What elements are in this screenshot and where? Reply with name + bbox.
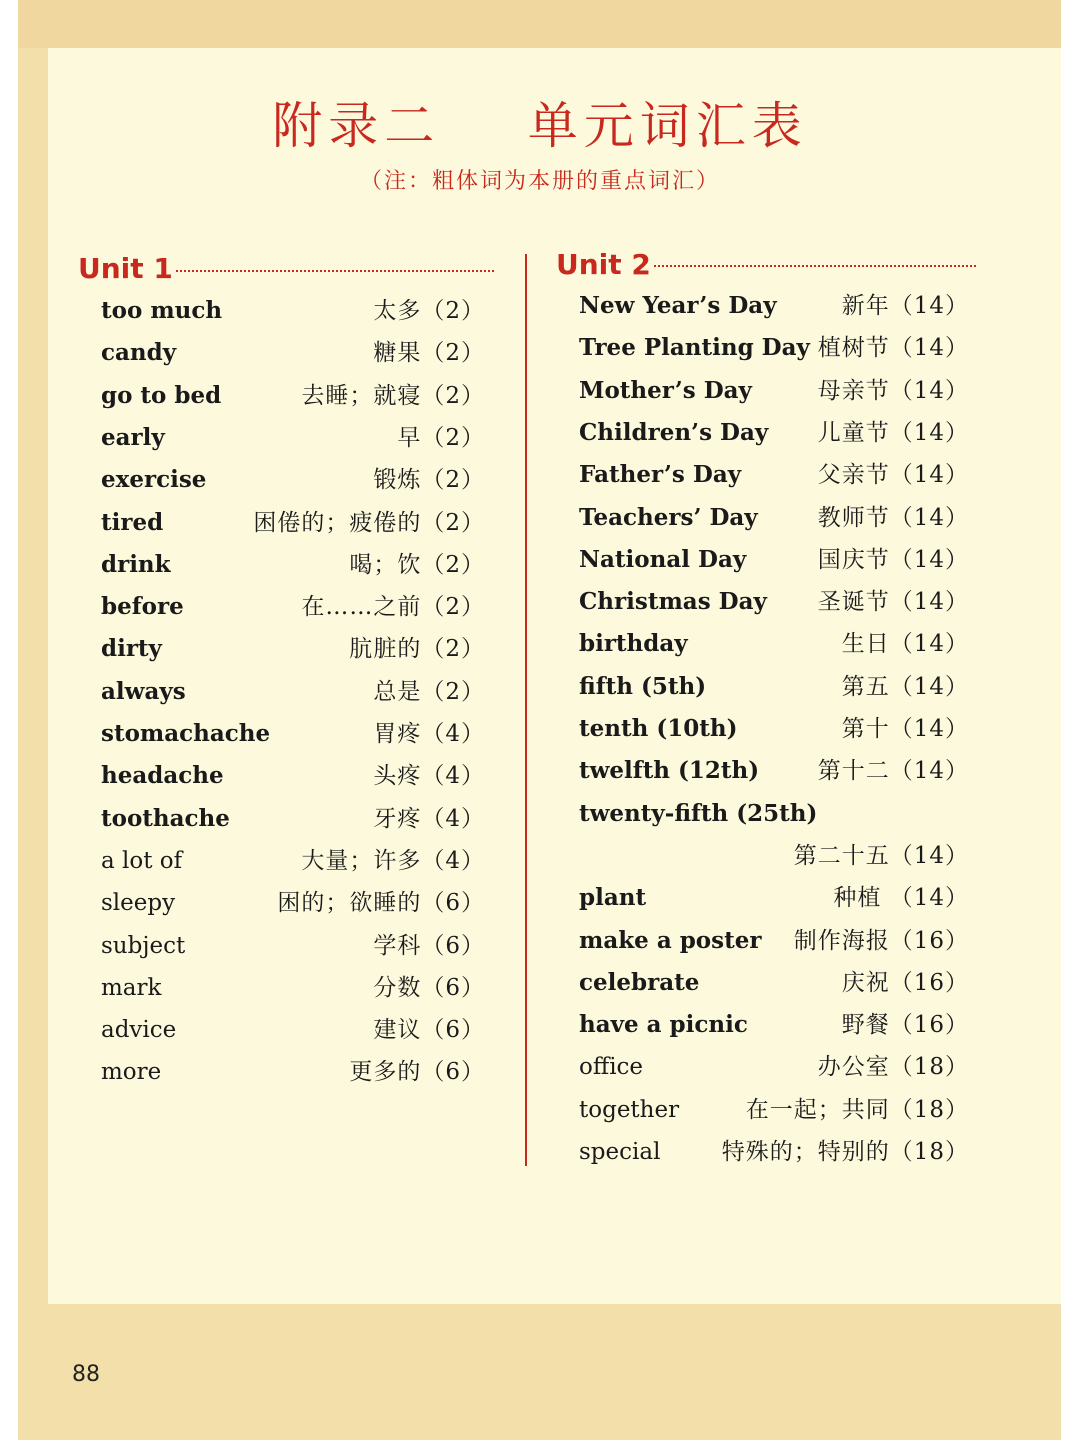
vocab-english: go to bed: [101, 381, 222, 409]
page-title: 附录二 单元词汇表: [272, 97, 808, 155]
vocab-entry: [579, 497, 969, 539]
vocab-english: birthday: [579, 630, 688, 658]
vocab-entry: [579, 708, 969, 750]
vocab-chinese: 庆祝（16）: [841, 969, 969, 996]
vocab-english: headache: [101, 762, 224, 790]
vocab-english: advice: [101, 1017, 177, 1044]
vocab-chinese: 生日（14）: [841, 631, 969, 658]
vocab-entry: [579, 920, 969, 962]
vocab-entry: [101, 798, 485, 840]
vocab-chinese: 早（2）: [397, 424, 485, 451]
vocab-chinese: 牙疼（4）: [373, 805, 485, 832]
vocab-chinese: 大量；许多（4）: [301, 847, 485, 874]
vocab-chinese: 头疼（4）: [373, 763, 485, 790]
vocab-entry: [579, 750, 969, 792]
vocab-entry: [101, 755, 485, 797]
vocab-entry: [579, 1089, 969, 1131]
vocab-chinese: 制作海报（16）: [793, 927, 969, 954]
vocab-entry: [579, 962, 969, 1004]
vocab-chinese: 锻炼（2）: [373, 467, 485, 494]
vocab-chinese: 第五（14）: [841, 673, 969, 700]
vocab-entry: [101, 1051, 485, 1093]
vocab-entry: [579, 1004, 969, 1046]
vocab-english: twelfth (12th): [579, 757, 760, 785]
vocab-english: New Year’s Day: [579, 292, 777, 319]
vocab-entry: [101, 1009, 485, 1051]
vocab-chinese: 太多（2）: [373, 298, 485, 324]
vocab-english: celebrate: [579, 968, 700, 996]
vocab-english: have a picnic: [579, 1011, 748, 1039]
unit1-heading: Unit 1: [78, 252, 173, 285]
vocab-english: special: [579, 1139, 661, 1165]
vocab-entry: [579, 835, 969, 877]
column-divider: [525, 254, 527, 1166]
unit2-heading: Unit 2: [556, 248, 651, 281]
vocab-chinese: 植树节（14）: [817, 335, 969, 362]
vocab-entry: [579, 1046, 969, 1088]
page-note: （注：粗体词为本册的重点词汇）: [359, 169, 720, 194]
vocab-chinese: 总是（2）: [373, 678, 485, 705]
vocab-english: tired: [101, 508, 164, 536]
page-top-margin: [18, 0, 1061, 48]
vocab-english: National Day: [579, 545, 747, 573]
vocab-entry: [579, 539, 969, 581]
vocab-english: Children’s Day: [579, 418, 769, 446]
vocab-chinese: 第十（14）: [841, 716, 969, 742]
vocab-entry: [101, 967, 485, 1009]
vocab-entry: [101, 544, 485, 586]
vocab-english: mark: [101, 974, 162, 1001]
page-number: 88: [72, 1362, 100, 1387]
vocab-english: Tree Planting Day: [579, 334, 810, 362]
vocab-english: more: [101, 1059, 162, 1086]
vocab-english: Teachers’ Day: [579, 503, 758, 531]
vocab-english: a lot of: [101, 847, 183, 874]
vocab-chinese: 喝；饮（2）: [349, 551, 485, 578]
vocab-entry: [579, 623, 969, 665]
vocab-english: dirty: [101, 635, 162, 663]
vocab-chinese: 第二十五（14）: [793, 842, 969, 869]
vocab-english: before: [101, 593, 184, 621]
vocab-entry: [579, 370, 969, 412]
vocab-english: stomachache: [101, 720, 271, 747]
vocab-english: make a poster: [579, 926, 762, 954]
vocab-entry: [579, 793, 969, 835]
vocab-chinese: 在一起；共同（18）: [745, 1096, 969, 1123]
unit1-dotted-rule: [176, 270, 494, 272]
vocab-english: subject: [101, 932, 186, 959]
vocab-english: Christmas Day: [579, 588, 767, 616]
vocab-english: drink: [101, 550, 171, 578]
vocab-english: Father’s Day: [579, 461, 742, 489]
vocab-english: together: [579, 1096, 680, 1123]
vocab-chinese: 分数（6）: [373, 974, 485, 1001]
vocab-entry: [579, 412, 969, 454]
vocab-chinese: 在……之前（2）: [301, 594, 485, 621]
vocab-chinese: 圣诞节（14）: [817, 589, 969, 616]
vocab-entry: [579, 327, 969, 369]
vocab-entry: [101, 925, 485, 967]
vocab-entry: [101, 332, 485, 374]
vocab-chinese: 新年（14）: [841, 293, 969, 319]
vocab-english: always: [101, 677, 186, 705]
vocab-chinese: 去睡；就寝（2）: [301, 382, 485, 409]
vocab-entry: [101, 502, 485, 544]
vocab-chinese: 困的；欲睡的（6）: [277, 890, 485, 917]
vocab-chinese: 父亲节（14）: [817, 462, 969, 489]
vocab-english: candy: [101, 339, 177, 367]
vocab-english: plant: [579, 884, 647, 912]
vocab-english: fifth (5th): [579, 672, 707, 700]
vocab-chinese: 国庆节（14）: [817, 546, 969, 573]
vocab-entry: [579, 877, 969, 919]
vocab-entry: [579, 581, 969, 623]
vocab-english: sleepy: [101, 890, 176, 917]
vocab-entry: [101, 713, 485, 755]
vocab-english: office: [579, 1054, 644, 1081]
vocab-chinese: 儿童节（14）: [817, 419, 969, 446]
vocab-chinese: 困倦的；疲倦的（2）: [253, 509, 485, 536]
vocab-entry: [101, 375, 485, 417]
vocab-chinese: 办公室（18）: [817, 1054, 969, 1081]
vocab-chinese: 肮脏的（2）: [349, 636, 485, 663]
vocab-english: tenth (10th): [579, 715, 738, 742]
vocab-chinese: 种植 （14）: [833, 885, 969, 912]
vocab-entry: [579, 666, 969, 708]
vocab-entry: [579, 1131, 969, 1173]
vocab-english: exercise: [101, 466, 207, 494]
vocab-english: too much: [101, 297, 223, 324]
vocab-entry: [579, 285, 969, 327]
vocab-entry: [101, 671, 485, 713]
unit2-dotted-rule: [654, 265, 976, 267]
vocab-entry: [101, 459, 485, 501]
vocab-chinese: 胃疼（4）: [373, 721, 485, 747]
vocab-entry: [101, 417, 485, 459]
vocab-chinese: 学科（6）: [373, 932, 485, 959]
vocab-english: Mother’s Day: [579, 376, 752, 404]
vocab-chinese: 野餐（16）: [841, 1012, 969, 1039]
vocab-entry: [101, 586, 485, 628]
vocab-english: toothache: [101, 804, 230, 832]
vocab-entry: [101, 840, 485, 882]
vocab-chinese: 教师节（14）: [817, 504, 969, 531]
vocab-entry: [101, 628, 485, 670]
vocab-chinese: 母亲节（14）: [817, 377, 969, 404]
vocab-english: early: [101, 423, 165, 451]
vocab-chinese: 更多的（6）: [349, 1059, 485, 1086]
vocab-entry: [579, 454, 969, 496]
vocab-entry: [101, 290, 485, 332]
vocab-chinese: 第十二（14）: [817, 758, 969, 785]
vocab-chinese: 糖果（2）: [373, 340, 485, 367]
vocab-entry: [101, 882, 485, 924]
vocab-chinese: 建议（6）: [373, 1017, 485, 1044]
vocab-english: twenty-fifth (25th): [579, 799, 818, 827]
vocab-chinese: 特殊的；特别的（18）: [721, 1139, 969, 1165]
